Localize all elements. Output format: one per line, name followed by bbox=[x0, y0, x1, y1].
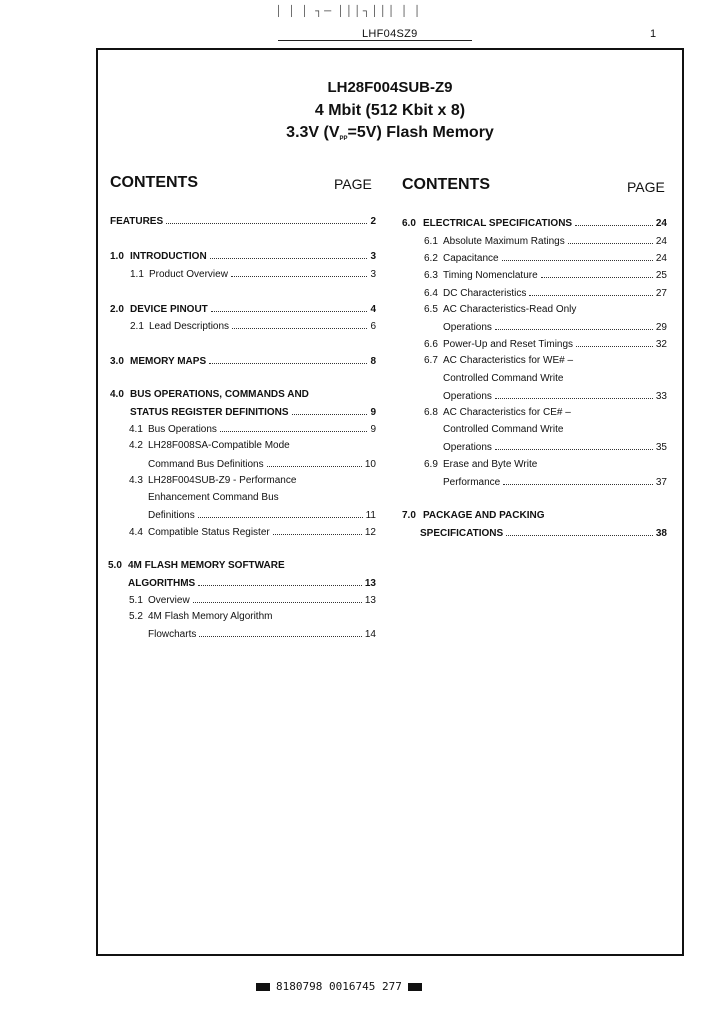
toc-entry-number: 6.6 bbox=[424, 339, 438, 350]
toc-leader-dots bbox=[502, 252, 653, 261]
toc-entry-number: 6.1 bbox=[424, 236, 438, 247]
toc-entry-label: Enhancement Command Bus bbox=[148, 492, 279, 503]
toc-entry-page: 9 bbox=[370, 407, 376, 418]
toc-entry-label: Lead Descriptions bbox=[149, 321, 230, 332]
toc-leader-dots bbox=[495, 441, 653, 450]
toc-leader-dots bbox=[193, 594, 362, 603]
toc-entry-label: Controlled Command Write bbox=[443, 373, 564, 384]
toc-entry-page: 37 bbox=[655, 477, 667, 488]
toc-entry-page: 4 bbox=[370, 304, 376, 315]
toc-leader-dots bbox=[198, 509, 363, 518]
right-toc-entry bbox=[424, 355, 573, 369]
title-voltage bbox=[96, 124, 684, 142]
toc-entry-label: Operations bbox=[443, 391, 492, 402]
toc-leader-dots bbox=[529, 287, 653, 296]
right-toc-entry bbox=[424, 269, 667, 283]
toc-leader-dots bbox=[541, 269, 653, 278]
toc-entry-label: Definitions bbox=[148, 510, 195, 521]
toc-entry-label: Capacitance bbox=[443, 253, 499, 264]
toc-entry-label: 4M Flash Memory Algorithm bbox=[148, 611, 273, 622]
toc-entry-page: 35 bbox=[655, 442, 667, 453]
toc-entry-label: Operations bbox=[443, 322, 492, 333]
right-toc-entry bbox=[424, 459, 537, 473]
toc-entry-page: 24 bbox=[655, 236, 667, 247]
toc-leader-dots bbox=[198, 577, 362, 586]
left-toc-entry bbox=[110, 355, 376, 369]
left-toc-entry bbox=[110, 250, 376, 264]
left-toc-entry bbox=[148, 492, 279, 506]
left-toc-entry bbox=[130, 268, 376, 282]
right-toc-entry bbox=[402, 510, 544, 524]
toc-entry-label: SPECIFICATIONS bbox=[420, 528, 504, 539]
left-toc-entry bbox=[130, 406, 376, 420]
right-toc-entry bbox=[424, 407, 571, 421]
footer-bar-right bbox=[408, 983, 422, 991]
right-toc-entry bbox=[424, 338, 667, 352]
left-toc-entry bbox=[129, 526, 376, 540]
right-toc-entry bbox=[424, 235, 667, 249]
toc-entry-page: 13 bbox=[364, 578, 376, 589]
left-toc-entry bbox=[148, 458, 376, 472]
toc-leader-dots bbox=[220, 423, 368, 432]
toc-leader-dots bbox=[232, 320, 367, 329]
toc-entry-label: Power-Up and Reset Timings bbox=[443, 339, 574, 350]
toc-entry-number: 4.0 bbox=[110, 389, 124, 400]
toc-entry-label: STATUS REGISTER DEFINITIONS bbox=[130, 407, 289, 418]
toc-leader-dots bbox=[568, 235, 653, 244]
toc-entry-number: 6.2 bbox=[424, 253, 438, 264]
right-toc-entry bbox=[424, 252, 667, 266]
toc-entry-number: 6.0 bbox=[402, 218, 416, 229]
toc-entry-label: PACKAGE AND PACKING bbox=[423, 510, 545, 521]
toc-entry-page: 13 bbox=[364, 595, 376, 606]
toc-entry-page: 10 bbox=[364, 459, 376, 470]
toc-leader-dots bbox=[210, 250, 368, 259]
toc-entry-label: Timing Nomenclature bbox=[443, 270, 538, 281]
toc-entry-number: 6.8 bbox=[424, 407, 438, 418]
right-toc-entry bbox=[443, 441, 667, 455]
toc-entry-page: 14 bbox=[364, 629, 376, 640]
toc-entry-number: 2.1 bbox=[130, 321, 144, 332]
toc-entry-page: 11 bbox=[365, 510, 376, 521]
title-voltage-subscript: PP bbox=[339, 136, 348, 142]
toc-entry-number: 4.1 bbox=[129, 424, 143, 435]
toc-entry-label: Absolute Maximum Ratings bbox=[443, 236, 565, 247]
toc-entry-label: Compatible Status Register bbox=[148, 527, 270, 538]
left-toc-entry bbox=[108, 560, 285, 574]
toc-leader-dots bbox=[495, 321, 653, 330]
toc-entry-number: 6.7 bbox=[424, 355, 438, 366]
toc-entry-number: 2.0 bbox=[110, 304, 124, 315]
toc-entry-page: 38 bbox=[655, 528, 667, 539]
toc-entry-label: DEVICE PINOUT bbox=[130, 304, 208, 315]
toc-entry-number: 3.0 bbox=[110, 356, 124, 367]
toc-entry-page: 3 bbox=[370, 251, 376, 262]
toc-entry-page: 33 bbox=[655, 391, 667, 402]
toc-entry-number: 6.3 bbox=[424, 270, 438, 281]
toc-entry-page: 3 bbox=[370, 269, 376, 280]
left-toc-entry bbox=[148, 509, 376, 523]
toc-leader-dots bbox=[503, 476, 653, 485]
toc-entry-page: 6 bbox=[370, 321, 376, 332]
toc-entry-label: AC Characteristics for CE# – bbox=[443, 407, 571, 418]
left-toc-entry bbox=[110, 215, 376, 229]
toc-leader-dots bbox=[166, 215, 367, 224]
left-toc-entry bbox=[110, 389, 309, 403]
toc-entry-label: ALGORITHMS bbox=[128, 578, 196, 589]
toc-leader-dots bbox=[231, 268, 368, 277]
toc-entry-label: Flowcharts bbox=[148, 629, 197, 640]
toc-entry-page: 29 bbox=[655, 322, 667, 333]
toc-entry-label: Overview bbox=[148, 595, 190, 606]
toc-entry-page: 12 bbox=[364, 527, 376, 538]
toc-entry-number: 5.0 bbox=[108, 560, 122, 571]
toc-leader-dots bbox=[199, 628, 362, 637]
right-toc-entry bbox=[420, 527, 667, 541]
toc-entry-label: LH28F004SUB-Z9 - Performance bbox=[148, 475, 297, 486]
document-code: LHF04SZ9 bbox=[362, 28, 418, 40]
left-toc-entry bbox=[129, 423, 376, 437]
left-toc-entry bbox=[110, 303, 376, 317]
left-page-heading: PAGE bbox=[334, 176, 372, 192]
right-toc-entry bbox=[424, 287, 667, 301]
toc-leader-dots bbox=[267, 458, 362, 467]
toc-entry-number: 7.0 bbox=[402, 510, 416, 521]
toc-entry-number: 1.1 bbox=[130, 269, 144, 280]
left-toc-entry bbox=[130, 320, 376, 334]
toc-entry-number: 4.2 bbox=[129, 440, 143, 451]
toc-entry-page: 8 bbox=[370, 356, 376, 367]
toc-entry-label: Performance bbox=[443, 477, 501, 488]
toc-entry-number: 1.0 bbox=[110, 251, 124, 262]
title-voltage-prefix: 3.3V (V bbox=[286, 124, 340, 141]
right-toc-entry bbox=[443, 321, 667, 335]
footer-code-text: 8180798 0016745 277 bbox=[276, 980, 402, 993]
toc-entry-label: INTRODUCTION bbox=[130, 251, 207, 262]
toc-entry-label: AC Characteristics for WE# – bbox=[443, 355, 574, 366]
toc-entry-label: MEMORY MAPS bbox=[130, 356, 207, 367]
page-number: 1 bbox=[650, 28, 657, 40]
title-capacity: 4 Mbit (512 Kbit x 8) bbox=[314, 102, 466, 119]
toc-entry-label: Operations bbox=[443, 442, 492, 453]
right-page-heading: PAGE bbox=[627, 179, 665, 195]
header-rule bbox=[278, 40, 472, 41]
toc-entry-label: Erase and Byte Write bbox=[443, 459, 538, 470]
left-toc-entry bbox=[148, 628, 376, 642]
title-part-number: LH28F004SUB-Z9 bbox=[327, 79, 453, 96]
toc-entry-label: LH28F008SA-Compatible Mode bbox=[148, 440, 290, 451]
title-voltage-suffix: =5V) Flash Memory bbox=[347, 124, 494, 141]
right-toc-entry bbox=[443, 476, 667, 490]
toc-entry-label: DC Characteristics bbox=[443, 288, 527, 299]
toc-leader-dots bbox=[211, 303, 368, 312]
toc-entry-label: AC Characteristics-Read Only bbox=[443, 304, 577, 315]
toc-entry-label: Command Bus Definitions bbox=[148, 459, 264, 470]
toc-entry-label: 4M FLASH MEMORY SOFTWARE bbox=[128, 560, 285, 571]
right-toc-entry bbox=[443, 390, 667, 404]
toc-entry-label: FEATURES bbox=[110, 216, 164, 227]
toc-entry-page: 2 bbox=[370, 216, 376, 227]
left-toc-entry bbox=[129, 594, 376, 608]
toc-entry-page: 24 bbox=[655, 218, 667, 229]
toc-entry-label: ELECTRICAL SPECIFICATIONS bbox=[423, 218, 573, 229]
toc-entry-number: 4.3 bbox=[129, 475, 143, 486]
toc-entry-number: 6.9 bbox=[424, 459, 438, 470]
toc-entry-number: 6.4 bbox=[424, 288, 438, 299]
scan-marks: │ │ │ ┐─ │││┐│││ │ │ bbox=[276, 6, 423, 17]
toc-entry-label: Product Overview bbox=[149, 269, 228, 280]
footer-barcode bbox=[250, 980, 428, 993]
toc-entry-page: 9 bbox=[370, 424, 376, 435]
left-toc-entry bbox=[129, 440, 290, 454]
toc-entry-page: 27 bbox=[655, 288, 667, 299]
right-contents-heading: CONTENTS bbox=[402, 176, 490, 193]
toc-leader-dots bbox=[273, 526, 362, 535]
left-toc-entry bbox=[128, 577, 376, 591]
toc-leader-dots bbox=[576, 338, 653, 347]
toc-entry-page: 24 bbox=[655, 253, 667, 264]
left-toc-entry bbox=[129, 475, 296, 489]
right-toc-entry bbox=[443, 373, 563, 387]
toc-entry-label: Controlled Command Write bbox=[443, 424, 564, 435]
left-toc-entry bbox=[129, 611, 272, 625]
toc-entry-page: 25 bbox=[655, 270, 667, 281]
right-toc-entry bbox=[424, 304, 576, 318]
footer-bar-left bbox=[256, 983, 270, 991]
toc-entry-label: Bus Operations bbox=[148, 424, 217, 435]
toc-leader-dots bbox=[292, 406, 368, 415]
toc-entry-number: 5.1 bbox=[129, 595, 143, 606]
toc-entry-number: 6.5 bbox=[424, 304, 438, 315]
toc-leader-dots bbox=[209, 355, 367, 364]
left-contents-heading: CONTENTS bbox=[110, 174, 198, 191]
toc-leader-dots bbox=[506, 527, 653, 536]
right-toc-entry bbox=[443, 424, 563, 438]
toc-entry-page: 32 bbox=[655, 339, 667, 350]
right-toc-entry bbox=[402, 217, 667, 231]
toc-leader-dots bbox=[495, 390, 653, 399]
toc-entry-label: BUS OPERATIONS, COMMANDS AND bbox=[130, 389, 309, 400]
toc-entry-number: 5.2 bbox=[129, 611, 143, 622]
toc-entry-number: 4.4 bbox=[129, 527, 143, 538]
toc-leader-dots bbox=[575, 217, 653, 226]
